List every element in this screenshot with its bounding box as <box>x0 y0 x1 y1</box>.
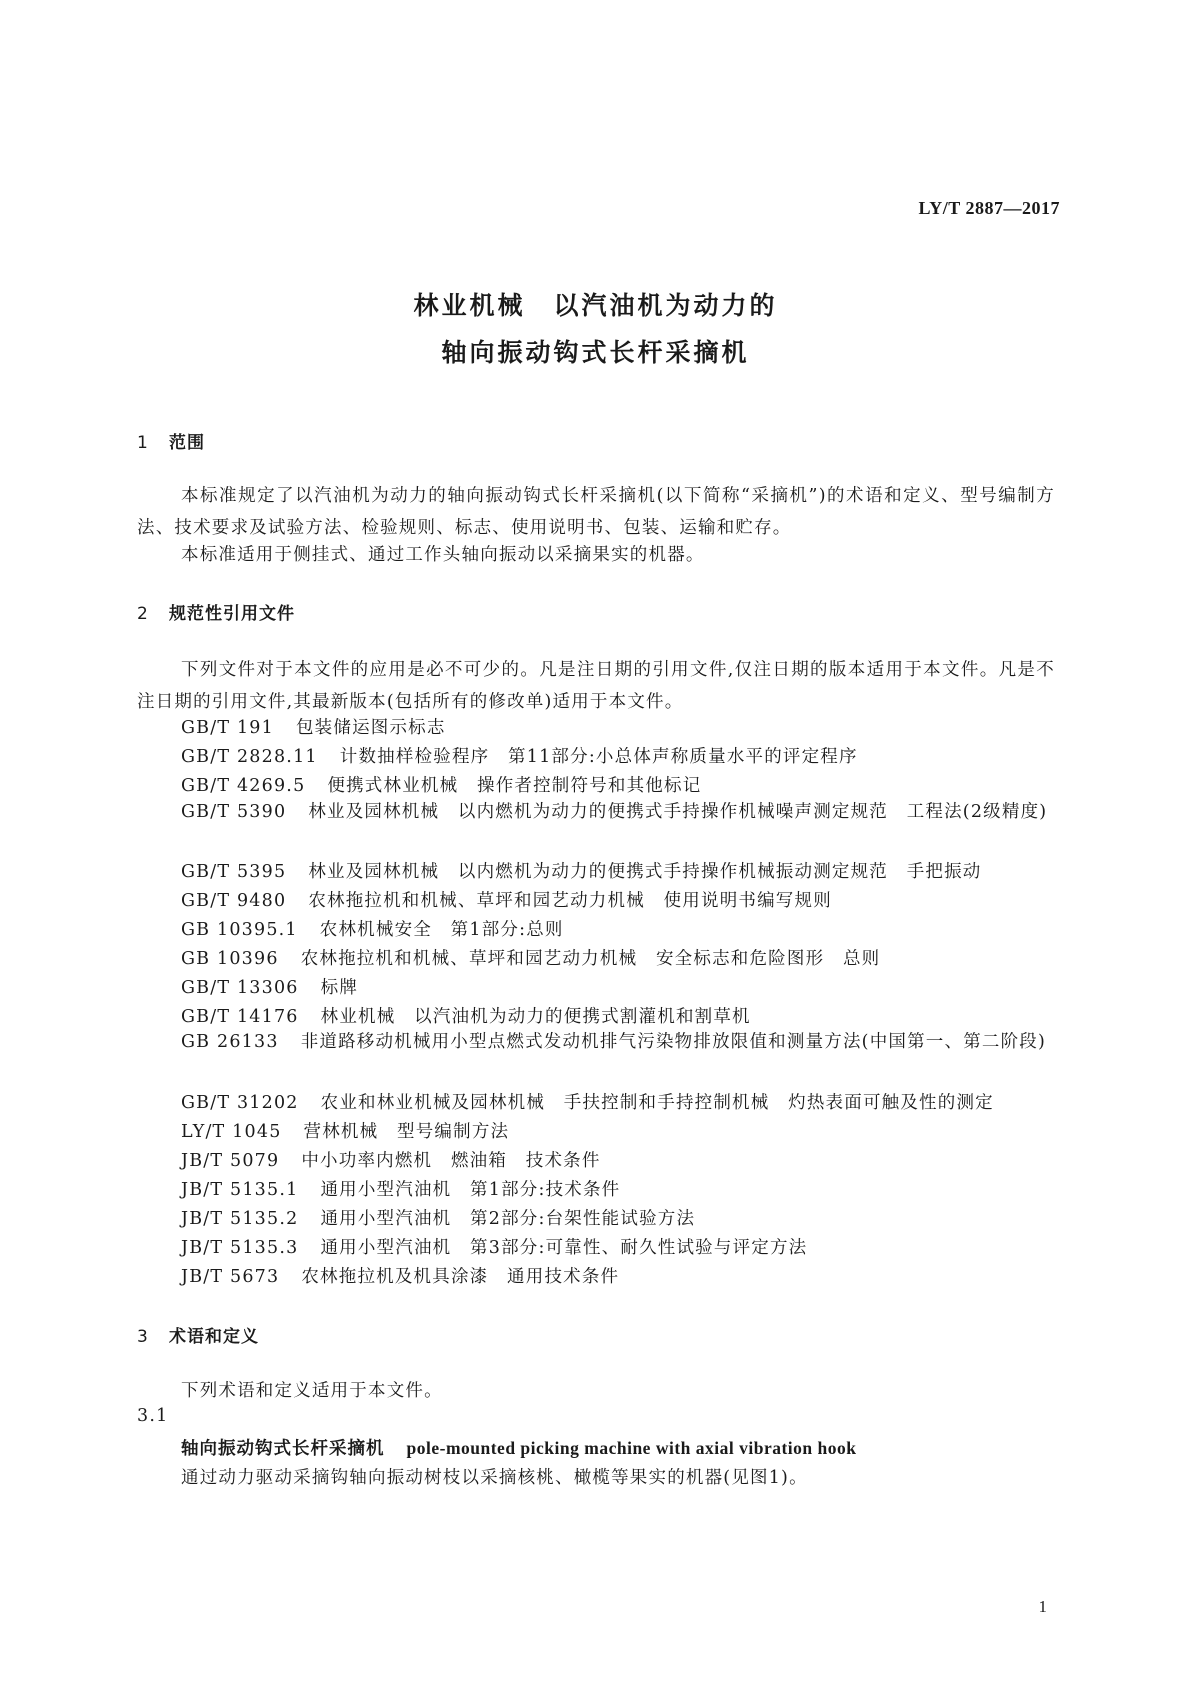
reference-title: 营林机械 型号编制方法 <box>303 1122 510 1142</box>
section-3-heading <box>137 1322 259 1347</box>
reference-title: 农林拖拉机及机具涂漆 通用技术条件 <box>301 1267 620 1287</box>
reference-code: GB/T 9480 <box>181 891 287 911</box>
reference-title: 通用小型汽油机 第2部分:台架性能试验方法 <box>320 1209 696 1229</box>
reference-item <box>181 916 564 941</box>
reference-title: 农林拖拉机和机械、草坪和园艺动力机械 安全标志和危险图形 总则 <box>300 949 881 969</box>
document-title-line1: 林业机械 以汽油机为动力的 <box>413 291 778 320</box>
reference-code: GB/T 5390 <box>181 802 287 822</box>
reference-code: GB 10395.1 <box>181 920 298 940</box>
reference-item <box>137 797 1055 829</box>
reference-item <box>181 1205 695 1230</box>
reference-title: 包装储运图示标志 <box>295 718 446 738</box>
section-1-paragraph-2: 本标准适用于侧挂式、通过工作头轴向振动以采摘果实的机器。 <box>181 545 705 565</box>
standard-code: LY/T 2887—2017 <box>918 198 1060 218</box>
reference-code: GB/T 4269.5 <box>181 776 306 796</box>
reference-item <box>181 887 832 912</box>
section-1-paragraph-1: 本标准规定了以汽油机为动力的轴向振动钩式长杆采摘机(以下简称“采摘机”)的术语和定义、型号编制方法、技术要求及试验方法、检验规则、标志、使用说明书、包装、运输和贮存。 <box>137 486 1055 538</box>
reference-code: JB/T 5135.1 <box>181 1180 299 1200</box>
reference-item <box>181 1234 807 1259</box>
reference-title: 农林机械安全 第1部分:总则 <box>319 920 564 940</box>
reference-title: 标牌 <box>320 978 359 998</box>
reference-item <box>181 714 446 739</box>
section-number: 3 <box>137 1327 149 1347</box>
reference-title: 林业及园林机械 以内燃机为动力的便携式手持操作机械噪声测定规范 工程法(2级精度) <box>308 802 1048 822</box>
page-number: 1 <box>1038 1597 1047 1616</box>
reference-item <box>181 1176 620 1201</box>
reference-item <box>181 772 701 797</box>
reference-title: 便携式林业机械 操作者控制符号和其他标记 <box>327 776 702 796</box>
reference-code: JB/T 5135.2 <box>181 1209 299 1229</box>
reference-code: GB 26133 <box>181 1032 279 1052</box>
reference-code: JB/T 5079 <box>181 1151 280 1171</box>
section-3-intro: 下列术语和定义适用于本文件。 <box>181 1381 443 1401</box>
term-number: 3.1 <box>137 1406 169 1426</box>
section-1-heading <box>137 428 205 453</box>
reference-item <box>181 1089 994 1114</box>
reference-item <box>181 1003 751 1028</box>
section-title: 范围 <box>169 433 205 453</box>
section-2-intro: 下列文件对于本文件的应用是必不可少的。凡是注日期的引用文件,仅注日期的版本适用于本文件。凡是不注日期的引用文件,其最新版本(包括所有的修改单)适用于本文件。 <box>137 660 1055 712</box>
section-number: 1 <box>137 433 149 453</box>
reference-title: 农业和林业机械及园林机械 手扶控制和手持控制机械 灼热表面可触及性的测定 <box>320 1093 994 1113</box>
reference-title: 中小功率内燃机 燃油箱 技术条件 <box>301 1151 601 1171</box>
reference-code: GB/T 31202 <box>181 1093 299 1113</box>
reference-title: 非道路移动机械用小型点燃式发动机排气污染物排放限值和测量方法(中国第一、第二阶段) <box>300 1032 1047 1052</box>
reference-title: 通用小型汽油机 第3部分:可靠性、耐久性试验与评定方法 <box>320 1238 808 1258</box>
reference-code: GB/T 191 <box>181 718 274 738</box>
document-title-line2: 轴向振动钩式长杆采摘机 <box>441 338 750 367</box>
reference-title: 通用小型汽油机 第1部分:技术条件 <box>320 1180 621 1200</box>
term-english: pole-mounted picking machine with axial vibration hook <box>406 1438 857 1458</box>
section-number: 2 <box>137 604 149 624</box>
section-title: 规范性引用文件 <box>169 604 295 624</box>
reference-code: JB/T 5135.3 <box>181 1238 299 1258</box>
reference-code: GB 10396 <box>181 949 279 969</box>
reference-code: GB/T 14176 <box>181 1007 299 1027</box>
reference-code: GB/T 5395 <box>181 862 287 882</box>
reference-item <box>181 1147 601 1172</box>
reference-item <box>181 945 880 970</box>
reference-code: GB/T 2828.11 <box>181 747 318 767</box>
section-2-heading <box>137 599 295 624</box>
reference-code: LY/T 1045 <box>181 1122 282 1142</box>
term-definition: 通过动力驱动采摘钩轴向振动树枝以采摘核桃、橄榄等果实的机器(见图1)。 <box>181 1468 808 1488</box>
reference-item <box>181 743 858 768</box>
reference-code: JB/T 5673 <box>181 1267 280 1287</box>
reference-title: 计数抽样检验程序 第11部分:小总体声称质量水平的评定程序 <box>339 747 858 767</box>
section-title: 术语和定义 <box>169 1327 259 1347</box>
reference-item <box>137 1027 1055 1059</box>
term-chinese: 轴向振动钩式长杆采摘机 <box>181 1439 385 1459</box>
reference-item <box>181 858 982 883</box>
reference-code: GB/T 13306 <box>181 978 299 998</box>
reference-item <box>181 974 358 999</box>
term-heading <box>181 1435 856 1460</box>
reference-title: 林业机械 以汽油机为动力的便携式割灌机和割草机 <box>320 1007 751 1027</box>
reference-item <box>181 1118 509 1143</box>
reference-title: 农林拖拉机和机械、草坪和园艺动力机械 使用说明书编写规则 <box>308 891 832 911</box>
reference-item <box>181 1263 619 1288</box>
reference-title: 林业及园林机械 以内燃机为动力的便携式手持操作机械振动测定规范 手把振动 <box>308 862 982 882</box>
